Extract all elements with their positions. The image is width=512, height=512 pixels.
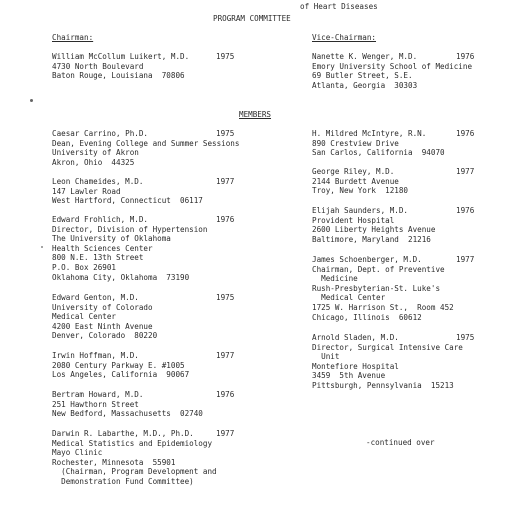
entry-line: Director, Surgical Intensive Care: [312, 342, 463, 352]
entry-line: Edward Genton, M.D.: [52, 293, 139, 302]
term-year: 1975: [216, 52, 235, 61]
entry-line: Akron, Ohio 44325: [52, 157, 135, 167]
term-year: 1976: [456, 206, 475, 215]
entry-line: Darwin R. Labarthe, M.D., Ph.D.: [52, 429, 194, 438]
entry-line: Troy, New York 12180: [312, 186, 409, 196]
entry-line: West Hartford, Connecticut 06117: [52, 196, 203, 206]
entry-line: Atlanta, Georgia 30303: [312, 80, 418, 90]
entry-line: Montefiore Hospital: [312, 361, 399, 371]
entry-line: 1725 W. Harrison St., Room 452: [312, 302, 454, 312]
entry-line: Baltimore, Maryland 21216: [312, 234, 431, 244]
entry-line: 800 N.E. 13th Street: [52, 253, 144, 263]
entry-line: 4200 East Ninth Avenue: [52, 321, 153, 331]
member-entry: [52, 177, 203, 206]
entry-line: The University of Oklahoma: [52, 234, 171, 244]
entry-line: 2080 Century Parkway E. #1005: [52, 360, 185, 370]
member-entry: [312, 129, 445, 158]
term-year: 1977: [216, 429, 235, 438]
term-year: 1977: [456, 255, 475, 264]
entry-line: Leon Chameides, M.D.: [52, 177, 144, 186]
page-title: PROGRAM COMMITTEE: [213, 14, 291, 23]
entry-line: Emory University School of Medicine: [312, 61, 473, 71]
entry-line: (Chairman, Program Development and: [52, 467, 217, 477]
entry-line: Mayo Clinic: [52, 448, 103, 458]
member-entry: [52, 390, 203, 419]
entry-line: Director, Division of Hypertension: [52, 224, 208, 234]
entry-line: Baton Rouge, Louisiana 70806: [52, 71, 185, 81]
entry-line: Pittsburgh, Pennsylvania 15213: [312, 380, 454, 390]
entry-line: Chicago, Illinois 60612: [312, 312, 422, 322]
entry-line: Nanette K. Wenger, M.D.: [312, 52, 418, 61]
entry-line: Rochester, Minnesota 55901: [52, 457, 176, 467]
term-year: 1975: [216, 129, 235, 138]
member-entry: [52, 215, 207, 282]
entry-line: H. Mildred McIntyre, R.N.: [312, 129, 427, 138]
entry-line: 69 Butler Street, S.E.: [312, 71, 413, 81]
term-year: 1975: [216, 293, 235, 302]
term-year: 1977: [216, 351, 235, 360]
member-entry: [312, 333, 463, 391]
member-entry: [52, 293, 157, 341]
member-entry: [52, 129, 239, 167]
entry-line: Health Sciences Center: [52, 243, 153, 253]
vice-chairman-label: Vice-Chairman:: [312, 33, 377, 42]
entry-line: Elijah Saunders, M.D.: [312, 206, 409, 215]
entry-line: Medical Center: [312, 293, 386, 303]
member-entry: [312, 255, 454, 322]
chairman-label: Chairman:: [52, 33, 94, 42]
entry-line: Provident Hospital: [312, 215, 395, 225]
term-year: 1977: [216, 177, 235, 186]
entry-line: 4730 North Boulevard: [52, 61, 144, 71]
member-entry: [52, 351, 189, 380]
chairman-entry: [52, 52, 189, 81]
entry-line: P.O. Box 26901: [52, 262, 117, 272]
entry-line: Oklahoma City, Oklahoma 73190: [52, 272, 190, 282]
entry-line: Irwin Hoffman, M.D.: [52, 351, 139, 360]
entry-line: 147 Lawler Road: [52, 186, 121, 196]
member-entry: [312, 206, 435, 244]
entry-line: Medical Center: [52, 312, 117, 322]
entry-line: San Carlos, California 94070: [312, 148, 445, 158]
entry-line: Medical Statistics and Epidemiology: [52, 438, 213, 448]
entry-line: 2600 Liberty Heights Avenue: [312, 225, 436, 235]
entry-line: 2144 Burdett Avenue: [312, 176, 399, 186]
entry-line: Rush-Presbyterian-St. Luke's: [312, 283, 441, 293]
entry-line: 3459 5th Avenue: [312, 371, 386, 381]
entry-line: New Bedford, Massachusetts 02740: [52, 409, 203, 419]
scan-mark: [41, 246, 43, 248]
term-year: 1976: [216, 215, 235, 224]
entry-line: Dean, Evening College and Summer Sessions: [52, 138, 240, 148]
entry-line: George Riley, M.D.: [312, 167, 395, 176]
entry-line: Edward Frohlich, M.D.: [52, 215, 149, 224]
entry-line: Unit: [312, 352, 340, 362]
entry-line: 890 Crestview Drive: [312, 138, 399, 148]
entry-line: 251 Hawthorn Street: [52, 399, 139, 409]
entry-line: Caesar Carrino, Ph.D.: [52, 129, 149, 138]
members-heading: MEMBERS: [239, 110, 272, 119]
entry-line: University of Akron: [52, 148, 139, 158]
entry-line: Bertram Howard, M.D.: [52, 390, 144, 399]
term-year: 1976: [456, 129, 475, 138]
entry-line: Demonstration Fund Committee): [52, 476, 194, 486]
term-year: 1976: [456, 52, 475, 61]
entry-line: Medicine: [312, 274, 358, 284]
entry-line: Los Angeles, California 90067: [52, 370, 190, 380]
entry-line: University of Colorado: [52, 302, 153, 312]
member-entry: [52, 429, 217, 487]
scan-mark: [30, 99, 33, 102]
term-year: 1976: [216, 390, 235, 399]
term-year: 1975: [456, 333, 475, 342]
entry-line: James Schoenberger, M.D.: [312, 255, 422, 264]
continued-note: -continued over: [366, 438, 435, 447]
member-entry: [312, 167, 408, 196]
term-year: 1977: [456, 167, 475, 176]
entry-line: Arnold Sladen, M.D.: [312, 333, 399, 342]
vice-chairman-entry: [312, 52, 475, 90]
entry-line: Chairman, Dept. of Preventive: [312, 264, 445, 274]
entry-line: William McCollum Luikert, M.D.: [52, 52, 190, 61]
entry-line: Denver, Colorado 80220: [52, 331, 158, 341]
header-fragment: of Heart Diseases: [300, 2, 378, 11]
